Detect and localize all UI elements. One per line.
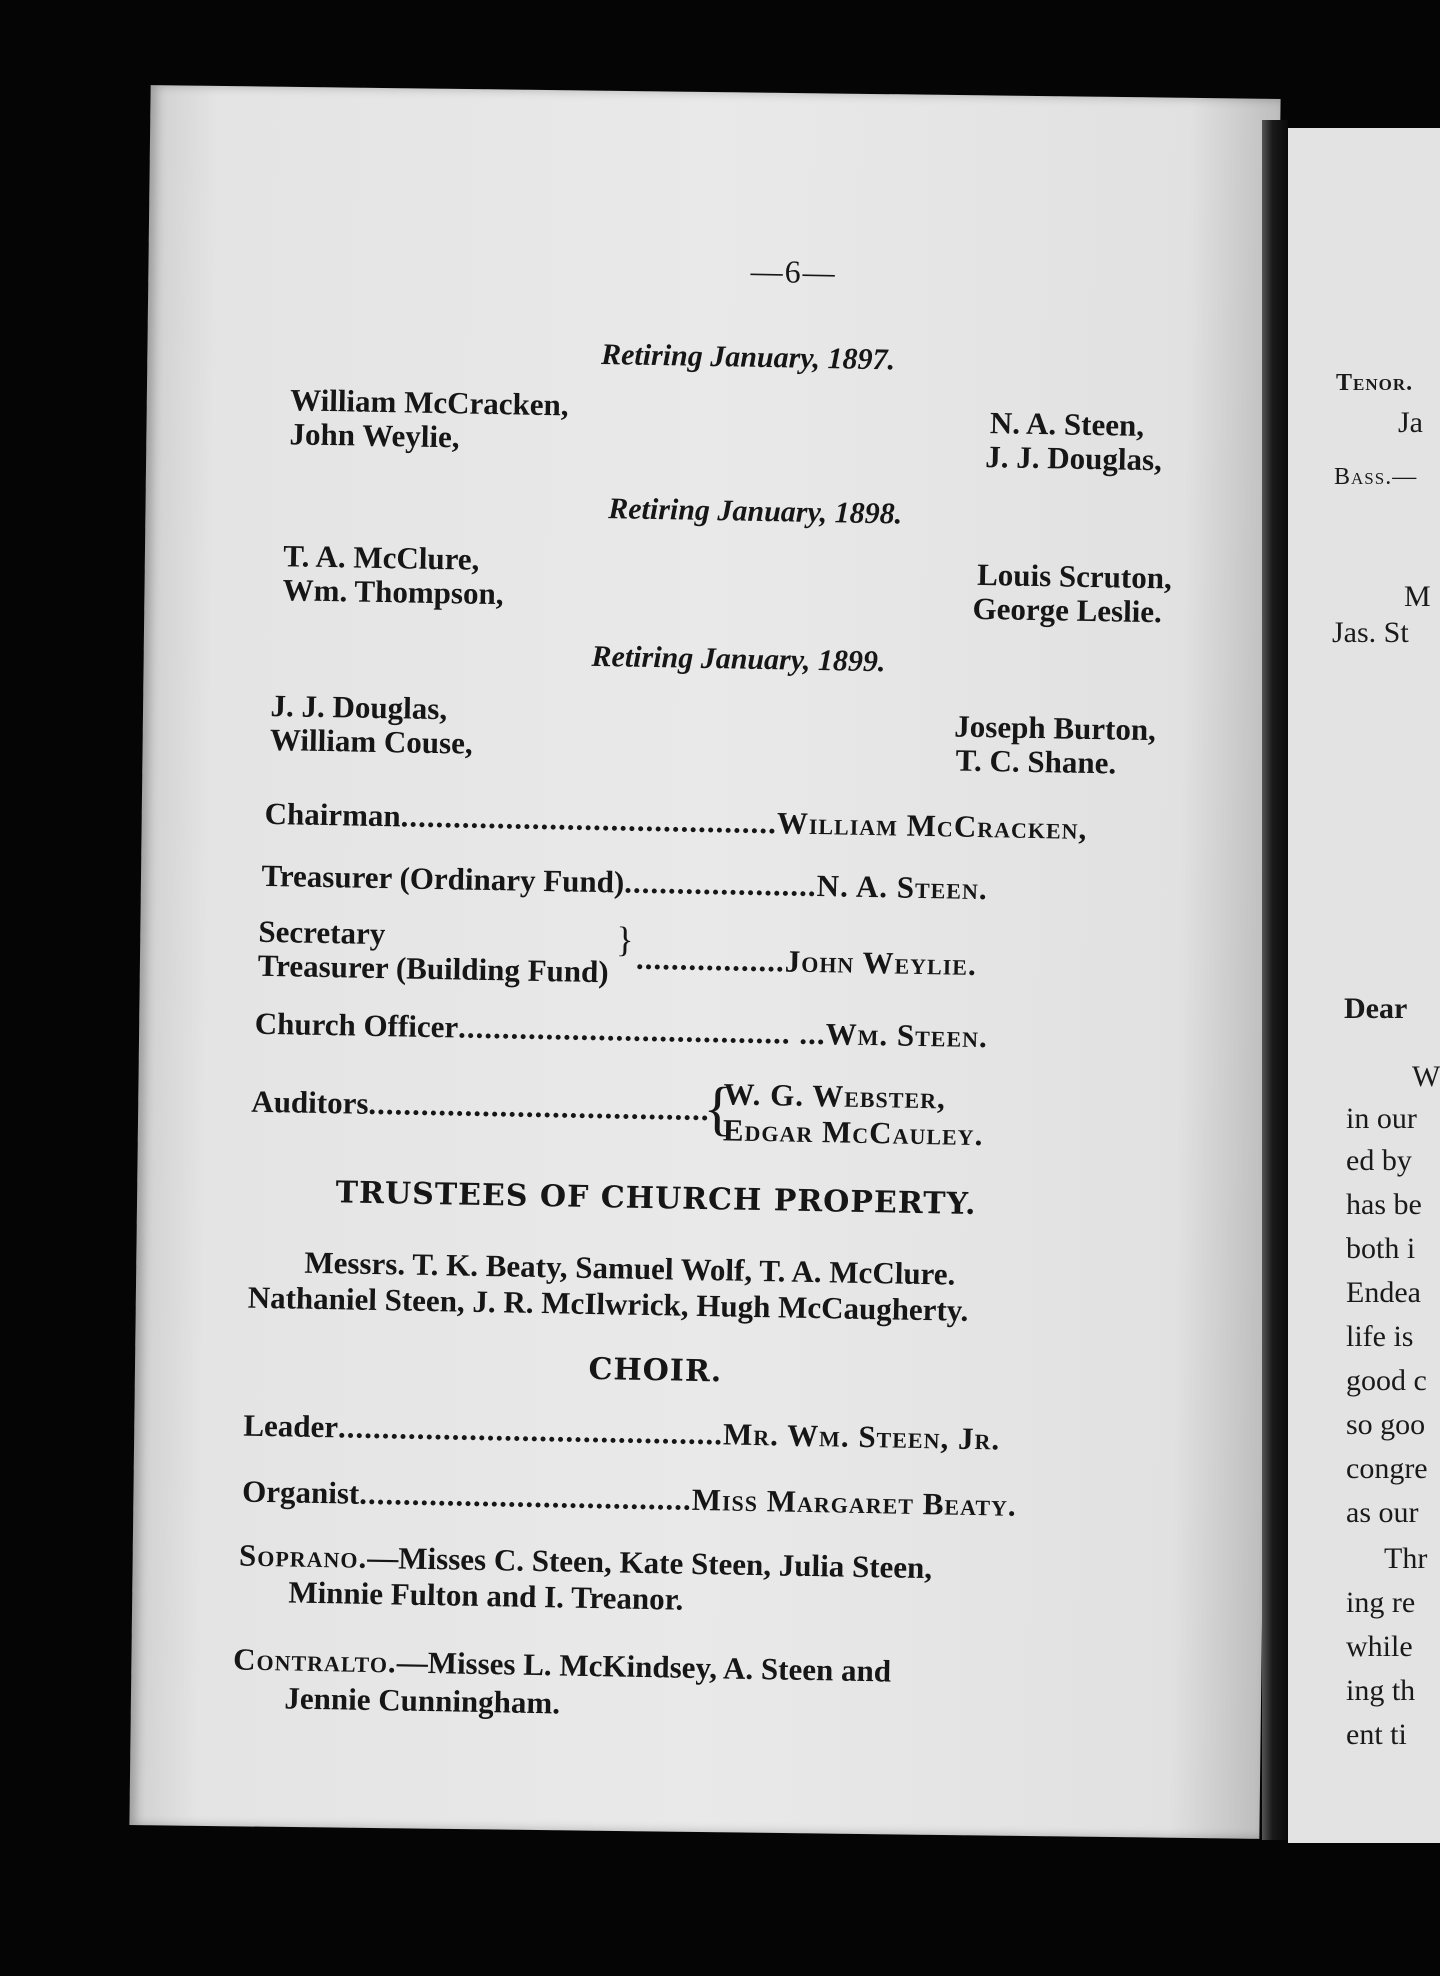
trustees-heading: TRUSTEES OF CHURCH PROPERTY. <box>335 1175 977 1223</box>
leader-label: Leader <box>243 1407 339 1445</box>
church-officer-leader-dots: ...................................... ... <box>457 1009 826 1052</box>
left-page-content <box>124 82 1286 1842</box>
facing-line-17: as our <box>1346 1496 1419 1529</box>
chairman-row <box>264 795 1088 846</box>
treasurer-row <box>261 857 989 907</box>
soprano-label: Soprano. <box>238 1537 368 1575</box>
chairman-leader-dots: ........................................... <box>400 798 778 841</box>
facing-line-21: ing th <box>1346 1674 1416 1707</box>
treasurer-name: N. A. Steen. <box>816 868 989 907</box>
group-1898-right-2: George Leslie. <box>972 590 1163 630</box>
leader-leader-dots: ............................................ <box>337 1409 724 1452</box>
organist-row <box>241 1473 1018 1523</box>
auditor-1: W. G. Webster, <box>723 1076 947 1116</box>
auditors-leader-dots: ....................................... <box>368 1085 711 1128</box>
facing-line-5: Jas. St <box>1332 616 1409 649</box>
facing-line-14: good c <box>1346 1364 1427 1397</box>
treasurer-leader-dots: ...................... <box>623 864 818 904</box>
facing-line-2: Ja <box>1398 406 1423 439</box>
church-officer-name: Wm. Steen. <box>825 1016 989 1055</box>
contralto-text-1: —Misses L. McKindsey, A. Steen and <box>396 1644 892 1689</box>
group-1898-right-1: Louis Scruton, <box>976 556 1173 596</box>
facing-line-16: congre <box>1346 1452 1428 1485</box>
facing-line-7: W <box>1412 1060 1440 1093</box>
page-number: —6— <box>750 252 837 291</box>
secretary-leader-row <box>635 940 978 982</box>
facing-page <box>1288 128 1440 1843</box>
trustees-line-2: Nathaniel Steen, J. R. McIlwrick, Hugh McCaugherty. <box>247 1279 969 1328</box>
facing-line-18: Thr <box>1384 1542 1428 1575</box>
auditors-brace: { <box>702 1074 733 1142</box>
facing-line-10: has be <box>1346 1188 1422 1221</box>
contralto-line-2: Jennie Cunningham. <box>284 1680 561 1721</box>
group-1899-right-2: T. C. Shane. <box>955 742 1117 781</box>
facing-line-12: Endea <box>1346 1276 1421 1309</box>
treasurer-label: Treasurer (Ordinary Fund) <box>261 857 625 900</box>
secretary-brace: } <box>616 919 635 960</box>
facing-line-8: in our <box>1346 1102 1417 1135</box>
auditors-row <box>251 1083 711 1128</box>
organist-label: Organist <box>241 1473 360 1511</box>
church-officer-row <box>254 1005 989 1055</box>
contralto-line-1 <box>232 1641 892 1689</box>
chairman-name: William McCracken, <box>776 805 1088 846</box>
group-1897-right-2: J. J. Douglas, <box>984 439 1163 478</box>
auditor-2: Edgar McCauley. <box>722 1112 984 1153</box>
soprano-line-2: Minnie Fulton and I. Treanor. <box>288 1574 684 1617</box>
group-heading-1897: Retiring January, 1897. <box>600 337 896 377</box>
group-1899-right-1: Joseph Burton, <box>954 708 1157 748</box>
facing-line-22: ent ti <box>1346 1718 1407 1751</box>
facing-line-20: while <box>1346 1630 1413 1663</box>
facing-line-15: so goo <box>1346 1408 1426 1441</box>
facing-line-19: ing re <box>1346 1586 1416 1619</box>
secretary-label-1: Secretary <box>258 913 386 952</box>
contralto-label: Contralto. <box>232 1641 398 1680</box>
secretary-leader-dots: ................. <box>635 940 786 979</box>
soprano-text-1: —Misses C. Steen, Kate Steen, Julia Steen, <box>367 1539 933 1586</box>
choir-heading: CHOIR. <box>588 1351 723 1390</box>
facing-line-13: life is <box>1346 1320 1414 1353</box>
facing-line-3: Bass.— <box>1334 464 1418 490</box>
group-heading-1898: Retiring January, 1898. <box>607 492 903 531</box>
church-officer-label: Church Officer <box>254 1005 459 1045</box>
facing-line-1: Tenor. <box>1336 370 1414 396</box>
group-1899-left-1: J. J. Douglas, <box>270 688 448 727</box>
group-1897-right-1: N. A. Steen, <box>989 405 1145 443</box>
group-heading-1899: Retiring January, 1899. <box>591 639 886 679</box>
leader-name: Mr. Wm. Steen, Jr. <box>722 1416 1001 1457</box>
organist-name: Miss Margaret Beaty. <box>691 1481 1018 1523</box>
group-1897-left-2: John Weylie, <box>289 416 460 455</box>
organist-leader-dots: ...................................... <box>359 1475 693 1517</box>
secretary-label-2: Treasurer (Building Fund) <box>257 947 609 990</box>
leader-row <box>243 1407 1001 1457</box>
book-gutter <box>1262 120 1288 1840</box>
auditors-label: Auditors <box>251 1083 369 1121</box>
secretary-name: John Weylie. <box>784 943 978 982</box>
facing-line-11: both i <box>1346 1232 1416 1265</box>
left-page <box>129 85 1280 1839</box>
trustees-line-1: Messrs. T. K. Beaty, Samuel Wolf, T. A. McClure. <box>304 1244 956 1292</box>
chairman-label: Chairman <box>264 795 402 834</box>
group-1898-left-1: T. A. McClure, <box>283 538 480 577</box>
group-1897-left-1: William McCracken, <box>289 382 569 423</box>
facing-line-6: Dear <box>1344 992 1408 1025</box>
group-1899-left-2: William Couse, <box>269 721 473 761</box>
facing-line-9: ed by <box>1346 1144 1412 1177</box>
facing-line-4: M <box>1404 580 1431 613</box>
group-1898-left-2: Wm. Thompson, <box>282 572 504 612</box>
